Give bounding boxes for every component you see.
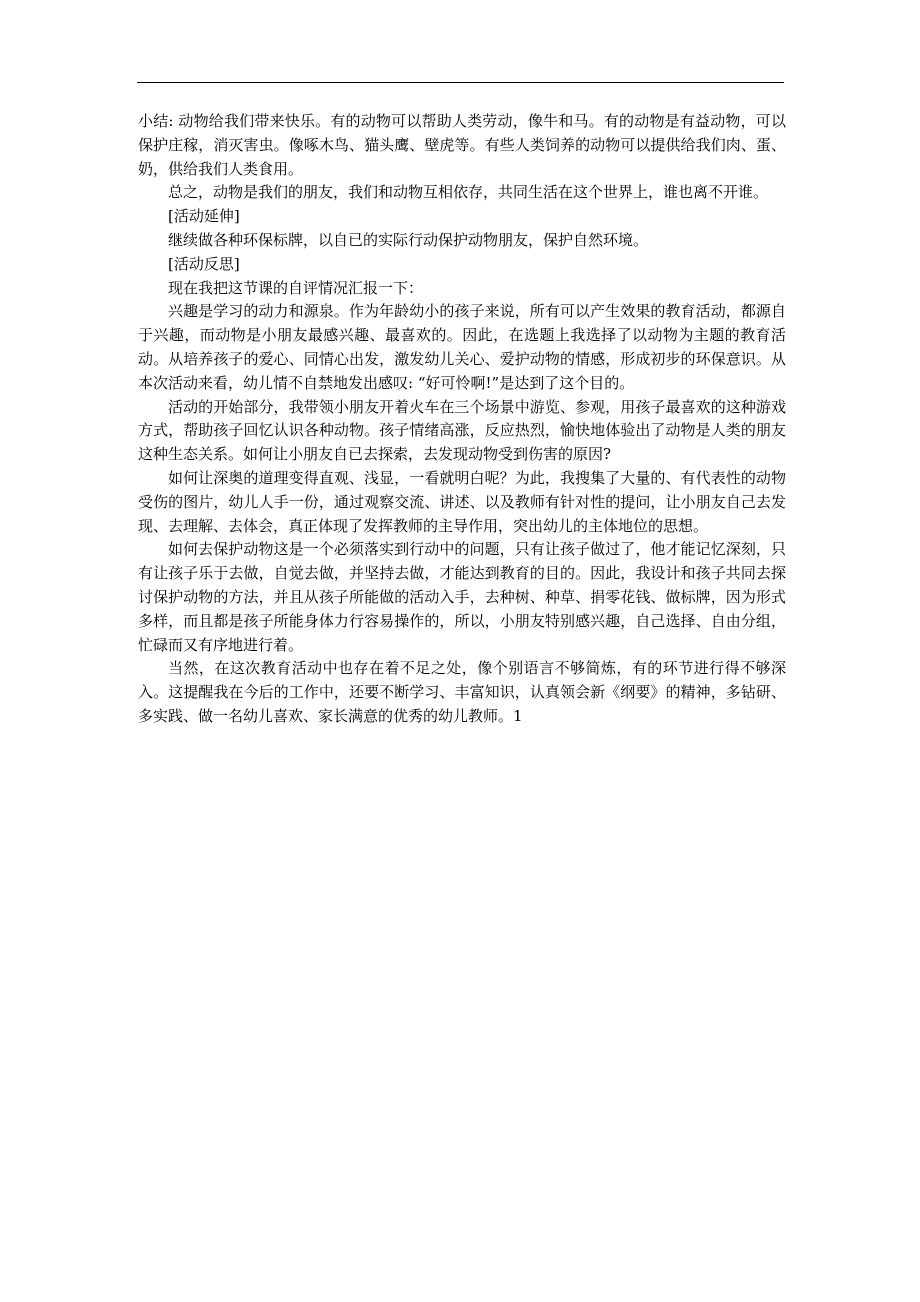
paragraph-self-evaluation-intro: 现在我把这节课的自评情况汇报一下： (168, 278, 424, 297)
document-body (138, 110, 786, 729)
paragraph-interest: 兴趣是学习的动力和源泉。作为年龄幼小的孩子来说，所有可以产生效果的教育活动，都源自于兴趣，而动物是小朋友最感兴趣、最喜欢的。因此，在选题上我选择了以动物为主题的教育活动。从培养孩子的爱心、同情心出发，激发幼儿关心、爱护动物的情感，形成初步的环保意识。从本次活动来看，幼儿情不自禁地发出感叹: “好可怜啊!”是达到了这个目的。 (138, 302, 786, 392)
section-heading-reflection: [活动反思] (168, 254, 240, 273)
section-heading-extension: [活动延伸] (168, 207, 240, 226)
paragraph-extension: 继续做各种环保标牌，以自已的实际行动保护动物朋友，保护自然环境。 (168, 230, 649, 249)
paragraph-shortcomings: 当然，在这次教育活动中也存在着不足之处，像个别语言不够简炼，有的环节进行得不够深入。这提醒我在今后的工作中，还要不断学习、丰富知识，认真领会新《纲要》的精神，多钻研、多实践、做一名幼儿喜欢、家长满意的优秀的幼儿教师。1 (138, 659, 786, 725)
paragraph-conclusion: 总之，动物是我们的朋友，我们和动物互相依存，共同生活在这个世界上，谁也离不开谁。 (168, 183, 769, 202)
paragraph-protect-animals: 如何去保护动物这是一个必须落实到行动中的问题，只有让孩子做过了，他才能记忆深刻，只有让孩子乐于去做，自觉去做，并坚持去做，才能达到教育的目的。因此，我设计和孩子共同去探讨保护动物的方法，并且从孩子所能做的活动入手，去种树、种草、捐零花钱、做标牌，因为形式多样，而且都是孩子所能身体力行容易操作的，所以，小朋友特别感兴趣，自己选择、自由分组，忙碌而又有序地进行着。 (138, 540, 786, 654)
paragraph-summary: 小结: 动物给我们带来快乐。有的动物可以帮助人类劳动，像牛和马。有的动物是有益动物，可以保护庄稼，消灭害虫。像啄木鸟、猫头鹰、壁虎等。有些人类饲养的动物可以提供给我们肉、蛋、奶，供给我们人类食用。 (138, 112, 786, 178)
paragraph-intuitive: 如何让深奥的道理变得直观、浅显，一看就明白呢？为此，我搜集了大量的、有代表性的动物受伤的图片，幼儿人手一份，通过观察交流、讲述、以及教师有针对性的提问，让小朋友自己去发现、去理解、去体会，真正体现了发挥教师的主导作用，突出幼儿的主体地位的思想。 (138, 468, 786, 535)
paragraph-activity-start: 活动的开始部分，我带领小朋友开着火车在三个场景中游览、参观，用孩子最喜欢的这种游戏方式，帮助孩子回忆认识各种动物。孩子情绪高涨，反应热烈，愉快地体验出了动物是人类的朋友这种生态关系。如何让小朋友自已去探索，去发现动物受到伤害的原因? (138, 397, 786, 464)
header-rule (137, 82, 784, 83)
